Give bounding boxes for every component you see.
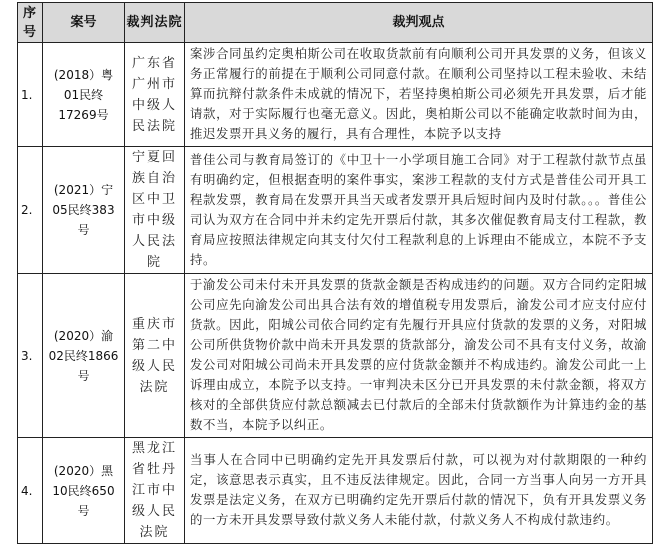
opinion: 普佳公司与教育局签订的《中卫十一小学项目施工合同》对于工程款付款节点虽有明确约定，但根据查明的案件事实，案涉工程款的支付方式是普佳公司开具工程款发票，教育局在发票开具当天或者发票开具后短时间内及时付款。。。普佳公司认为双方在合同中并未约定先开票后付款，其多次催促教育局支付工程款，教育局应按照法律规定向其支付欠付工程款利息的上诉理由不能成立，本院不予支持。 (185, 147, 653, 274)
table-row (18, 438, 653, 544)
judgment-table (17, 2, 653, 544)
row-no: 3. (18, 274, 43, 438)
row-no: 1. (18, 43, 43, 147)
header-case-number: 案号 (43, 3, 125, 43)
table-row (18, 147, 653, 274)
header-opinion: 裁判观点 (185, 3, 653, 43)
case-number: (2020）黑10民终650号 (43, 438, 125, 544)
opinion: 案涉合同虽约定奥柏斯公司在收取货款前有向顺利公司开具发票的义务，但该义务正常履行的前提在于顺利公司同意付款。在顺利公司坚持以工程未验收、未结算而抗辩付款条件未成就的情况下，若坚持奥柏斯公司必须先开具发票，后才能请款，对于实际履行也毫无意义。因此，奥柏斯公司以不能确定收款时间为由，推迟发票开具义务的履行，具有合理性，本院予以支持 (185, 43, 653, 147)
header-court: 裁判法院 (125, 3, 185, 43)
table-row (18, 43, 653, 147)
case-number: (2021）宁05民终383号 (43, 147, 125, 274)
court: 广东省广州市中级人民法院 (125, 43, 185, 147)
table-row (18, 274, 653, 438)
header-no: 序号 (18, 3, 43, 43)
opinion: 当事人在合同中已明确约定先开具发票后付款，可以视为对付款期限的一种约定，该意思表示真实，且不违反法律规定。因此，合同一方当事人向另一方开具发票是法定义务，在双方已明确约定先开票后付款的情况下，负有开具发票义务的一方未开具发票导致付款义务人未能付款，付款义务人不构成付款违约。 (185, 438, 653, 544)
case-number: (2020）渝02民终1866号 (43, 274, 125, 438)
row-no: 2. (18, 147, 43, 274)
header-row (18, 3, 653, 43)
opinion: 于渝发公司未付未开具发票的货款金额是否构成违约的问题。双方合同约定阳城公司应先向渝发公司出具合法有效的增值税专用发票后，渝发公司才应支付应付货款。因此，阳城公司依合同约定有先履行开具应付货款的发票的义务，对阳城公司所供货物价款中尚未开具发票的货款部分，渝发公司不具有支付义务，故渝发公司对阳城公司尚未开具发票的应付货款金额并不构成违约。渝发公司此一上诉理由成立，本院予以支持。一审判决未区分已开具发票的未付款金额，将双方核对的全部供货应付款总额减去已付款后的全部未付货款额作为计算违约金的基数不当，本院予以纠正。 (185, 274, 653, 438)
court: 宁夏回族自治区中卫市中级人民法院 (125, 147, 185, 274)
court: 重庆市第二中级人民法院 (125, 274, 185, 438)
court: 黑龙江省牡丹江市中级人民法院 (125, 438, 185, 544)
row-no: 4. (18, 438, 43, 544)
case-number: (2018）粤01民终17269号 (43, 43, 125, 147)
